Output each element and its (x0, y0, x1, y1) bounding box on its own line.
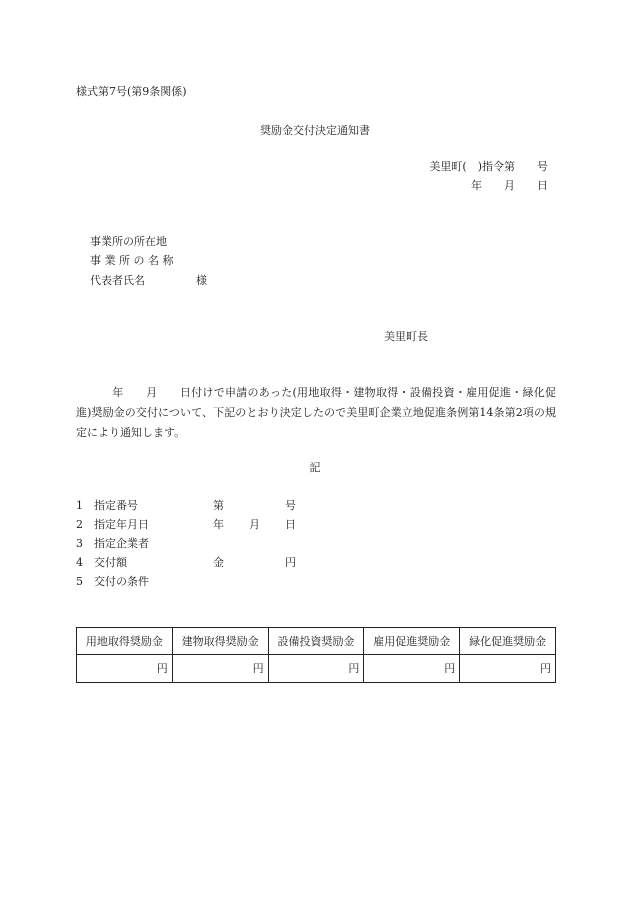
item-5-label: 交付の条件 (94, 575, 149, 588)
recipient-address-label: 事業所の所在地 (90, 235, 167, 248)
item-4-value-a: 金 (213, 556, 224, 569)
document-title: 奨励金交付決定通知書 (260, 124, 370, 137)
item-4-label: 交付額 (94, 556, 127, 569)
table-cell-employment: 円 (364, 655, 460, 683)
body-text: 申請のあった(用地取得・建物取得・設備投資・雇用促進・緑化促進)奨励金の交付について、下記のとおり決定したので美里町企業立地促進条例第14条第2項の規定により通知します。 (76, 386, 557, 439)
table-cell-building: 円 (172, 655, 268, 683)
table-header-land: 用地取得奨励金 (77, 628, 173, 655)
recipient-honorific: 様 (196, 274, 207, 287)
table-row (77, 655, 556, 683)
recipient-name-label: 事 業 所 の 名 称 (90, 254, 174, 267)
recipient-rep-label: 代表者氏名 (90, 274, 145, 287)
table-header-equipment: 設備投資奨励金 (268, 628, 364, 655)
table-cell-land: 円 (77, 655, 173, 683)
item-2-no: 2 (76, 518, 83, 531)
reference-number: 美里町( )指令第 号 (429, 160, 548, 173)
body-date-placeholder: 年 月 日付けで (112, 386, 225, 399)
table-cell-greening: 円 (460, 655, 556, 683)
table-header-employment: 雇用促進奨励金 (364, 628, 460, 655)
item-3-label: 指定企業者 (94, 537, 149, 550)
issuer: 美里町長 (384, 330, 428, 343)
item-3-no: 3 (76, 537, 83, 550)
item-1-value-a: 第 (213, 499, 224, 512)
item-4-value-b: 円 (285, 556, 296, 569)
item-4-no: 4 (76, 556, 83, 569)
table-header-building: 建物取得奨励金 (172, 628, 268, 655)
grant-amount-table (76, 627, 556, 683)
item-2-value-a: 年 (213, 518, 224, 531)
body-paragraph (76, 383, 556, 443)
ki-heading: 記 (309, 461, 321, 474)
form-id: 様式第7号(第9条関係) (76, 85, 187, 98)
item-1-no: 1 (76, 499, 83, 512)
item-2-label: 指定年月日 (94, 518, 149, 531)
item-1-label: 指定番号 (94, 499, 138, 512)
table-header-row (77, 628, 556, 655)
table-cell-equipment: 円 (268, 655, 364, 683)
reference-date: 年 月 日 (471, 179, 548, 192)
item-1-value-b: 号 (285, 499, 296, 512)
item-2-value-b: 月 (249, 518, 260, 531)
item-5-no: 5 (76, 575, 83, 588)
item-2-value-c: 日 (285, 518, 296, 531)
table-header-greening: 緑化促進奨励金 (460, 628, 556, 655)
